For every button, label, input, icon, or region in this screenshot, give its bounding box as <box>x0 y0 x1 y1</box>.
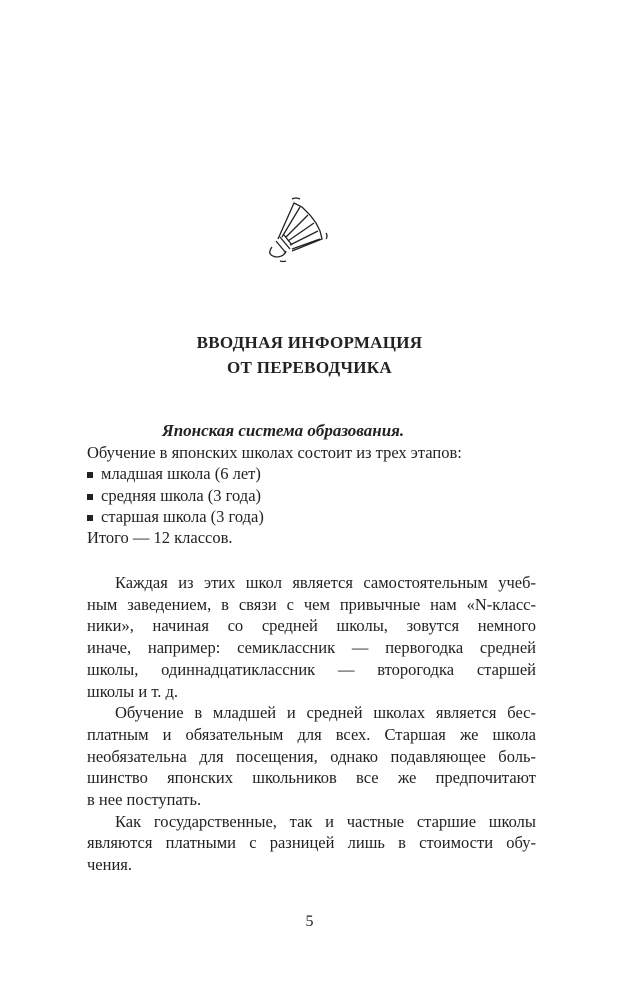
paragraph-line: в нее поступать. <box>87 790 202 809</box>
paragraph-line: школы, одиннадцатиклассник — второгодка старшей <box>87 660 536 679</box>
paragraph-line: чения. <box>87 855 132 874</box>
paragraph-line: ным заведением, в связи с чем привычные нам «N-класс- <box>87 595 536 614</box>
paragraph-line: платным и обязательным для всех. Старшая же школа <box>87 725 536 744</box>
list-item-text: средняя школа (3 года) <box>101 486 262 505</box>
paragraph-line: Обучение в младшей и средней школах является бес- <box>115 703 536 722</box>
bullet-icon <box>87 494 93 500</box>
chapter-title-line-2: ОТ ПЕРЕВОДЧИКА <box>226 358 392 377</box>
section-subheading: Японская система образования. <box>162 421 405 440</box>
list-item <box>87 507 536 527</box>
paragraph-line: шинство японских школьников все же предпочитают <box>87 768 536 787</box>
intro-text: Обучение в японских школах состоит из трех этапов: <box>87 443 462 462</box>
paragraph-line: Как государственные, так и частные старшие школы <box>115 812 536 831</box>
paragraph-line: Каждая из этих школ является самостоятельным учеб- <box>115 573 536 592</box>
list-item <box>87 464 536 484</box>
bullet-icon <box>87 515 93 521</box>
list-item-text: младшая школа (6 лет) <box>101 464 261 483</box>
paragraph-line: ники», начиная со средней школы, зовутся немного <box>87 616 536 635</box>
chapter-title-line-1: ВВОДНАЯ ИНФОРМАЦИЯ <box>196 333 423 352</box>
paragraph-line: являются платными с разницей лишь в стоимости обу- <box>87 833 536 852</box>
paragraph-line: иначе, например: семиклассник — первогодка средней <box>87 638 536 657</box>
list-item-text: старшая школа (3 года) <box>101 507 264 526</box>
page-number: 5 <box>305 913 314 930</box>
total-text: Итого — 12 классов. <box>87 528 233 547</box>
bullet-icon <box>87 472 93 478</box>
paragraph-line: необязательна для посещения, однако подавляющее боль- <box>87 747 536 766</box>
shuttlecock-icon <box>262 195 342 265</box>
paragraph-line: школы и т. д. <box>87 682 179 701</box>
list-item <box>87 486 536 506</box>
